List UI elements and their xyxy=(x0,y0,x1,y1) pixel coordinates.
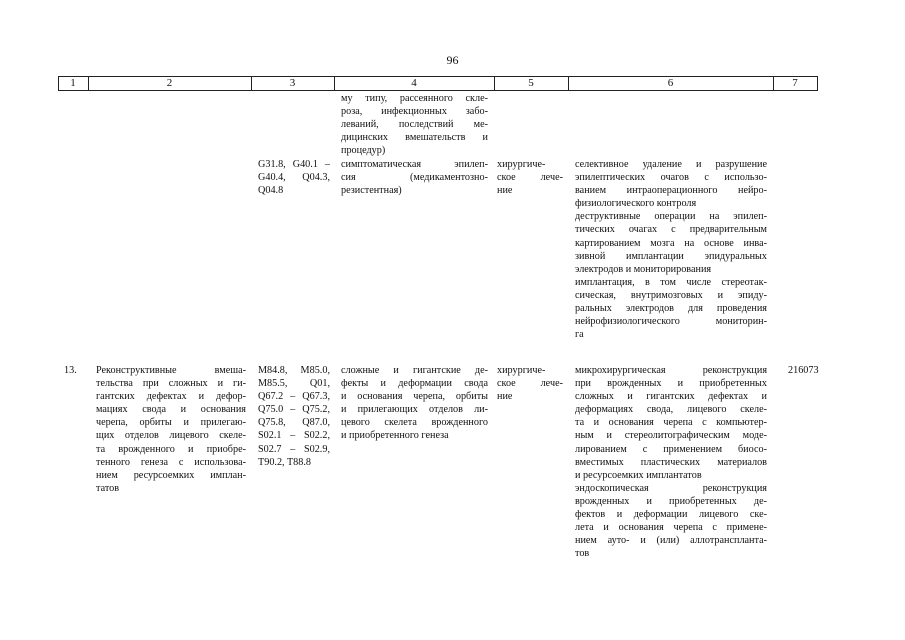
text-line: му типу, рассеянного скле- xyxy=(341,93,488,104)
text-line: резистентная) xyxy=(341,185,402,197)
text-line: и ресурсоемких имплантатов xyxy=(575,469,702,481)
text-line: тельства при сложных и ги- xyxy=(96,378,246,390)
text-line: нейрофизиологического мониторин- xyxy=(575,316,767,328)
text-line: деформациях свода, лицевого скеле- xyxy=(575,404,767,416)
text-line: тических очагах с предварительным xyxy=(575,224,767,236)
row-number: 13. xyxy=(64,365,77,376)
model-cell xyxy=(341,364,488,443)
text-line: фектов и деформации лицевого ске- xyxy=(575,509,767,521)
text-line: G31.8, G40.1 – xyxy=(258,159,330,170)
text-line: селективное удаление и разрушение xyxy=(575,159,767,170)
text-line: мациях свода и основания xyxy=(96,404,246,416)
header-cell: 2 xyxy=(166,77,173,89)
text-line: тенного генеза с использова- xyxy=(96,456,246,468)
text-line: эпилептических очагов с использо- xyxy=(575,172,767,184)
header-cell: 4 xyxy=(411,77,417,89)
text-line: Реконструктивные вмеша- xyxy=(96,365,246,376)
text-line: ское лече- xyxy=(497,172,563,184)
name-cell xyxy=(96,364,246,495)
text-line: черепа, орбиты и прилегаю- xyxy=(96,417,246,429)
text-line: ным и стереолитографическим моде- xyxy=(575,430,767,442)
text-line: S02.1 – S02.2, xyxy=(258,430,330,442)
text-line: щих отделов лицевого скеле- xyxy=(96,430,246,442)
text-line: ние xyxy=(497,391,513,403)
text-line: та и основания черепа с компьютер- xyxy=(575,417,767,429)
text-line: ние xyxy=(497,185,513,197)
header-cell: 3 xyxy=(289,77,296,89)
text-line: зивной имплантации эпидуральных xyxy=(575,250,767,262)
text-line: хирургиче- xyxy=(497,365,546,376)
treatment-cell xyxy=(497,364,563,403)
text-line: симптоматическая эпилеп- xyxy=(341,159,488,170)
text-line: эндоскопическая реконструкция xyxy=(575,482,767,494)
text-line: врожденных и приобретенных де- xyxy=(575,495,767,507)
text-line: тов xyxy=(575,548,590,560)
text-line: процедур) xyxy=(341,145,386,157)
column-divider xyxy=(817,77,818,90)
text-line: дицинских вмешательств и xyxy=(341,132,488,144)
text-line: леваний, последствий ме- xyxy=(341,119,488,131)
method-cell xyxy=(575,158,767,341)
header-cell: 1 xyxy=(70,77,76,89)
text-line: фекты и деформации свода xyxy=(341,378,488,390)
text-line: сложные и гигантские де- xyxy=(341,365,488,376)
text-line: сическая, внутримозговых и эпиду- xyxy=(575,289,767,301)
codes-cell xyxy=(258,364,330,469)
text-line: и прилегающих отделов ли- xyxy=(341,404,488,416)
method-cell xyxy=(575,364,767,560)
model-cell xyxy=(341,92,488,157)
text-line: G40.4, Q04.3, xyxy=(258,172,330,184)
text-line: цевого скелета врожденного xyxy=(341,417,488,429)
text-line: ванием интраоперационного нейро- xyxy=(575,185,767,197)
text-line: электродов и мониторирования xyxy=(575,263,712,275)
text-line: физиологического контроля xyxy=(575,198,697,210)
text-line: Q75.0 – Q75.2, xyxy=(258,404,330,416)
text-line: гантских дефектах и дефор- xyxy=(96,391,246,403)
text-line: га xyxy=(575,329,584,341)
text-line: вместимых пластических материалов xyxy=(575,456,767,468)
text-line: ральных электродов для проведения xyxy=(575,303,767,315)
header-cell: 6 xyxy=(667,77,674,89)
codes-cell xyxy=(258,158,330,197)
text-line: M85.5, Q01, xyxy=(258,378,330,390)
text-line: Q75.8, Q87.0, xyxy=(258,417,330,429)
text-line: ское лече- xyxy=(497,378,563,390)
text-line: нием ресурсоемких имплан- xyxy=(96,469,246,481)
text-line: T90.2, T88.8 xyxy=(258,456,312,468)
text-line: хирургиче- xyxy=(497,159,546,170)
model-cell xyxy=(341,158,488,197)
text-line: M84.8, M85.0, xyxy=(258,365,330,376)
text-line: Q04.8 xyxy=(258,185,284,197)
table-header-border xyxy=(58,90,818,91)
text-line: роза, инфекционных забо- xyxy=(341,106,488,118)
text-line: сия (медикаментозно- xyxy=(341,172,488,184)
text-line: деструктивные операции на эпилеп- xyxy=(575,211,767,223)
treatment-cell xyxy=(497,158,563,197)
text-line: при врожденных и приобретенных xyxy=(575,378,767,390)
text-line: лета и основания черепа с примене- xyxy=(575,522,767,534)
header-cell: 5 xyxy=(528,77,534,89)
text-line: та врожденного и приобре- xyxy=(96,443,246,455)
text-line: S02.7 – S02.9, xyxy=(258,443,330,455)
text-line: лированием с применением биосо- xyxy=(575,443,767,455)
page-number: 96 xyxy=(446,53,459,67)
text-line: микрохирургическая реконструкция xyxy=(575,365,767,376)
header-cell: 7 xyxy=(792,77,798,89)
text-line: имплантация, в том числе стереотак- xyxy=(575,276,767,288)
text-line: татов xyxy=(96,482,120,494)
text-line: сложных и гигантских дефектах и xyxy=(575,391,767,403)
text-line: и приобретенного генеза xyxy=(341,430,449,442)
text-line: Q67.2 – Q67.3, xyxy=(258,391,330,403)
text-line: картированием мозга на основе инва- xyxy=(575,237,767,249)
text-line: нием ауто- и (или) аллотранспланта- xyxy=(575,535,767,547)
text-line: и основания черепа, орбиты xyxy=(341,391,488,403)
cost-cell: 216073 xyxy=(788,365,819,376)
